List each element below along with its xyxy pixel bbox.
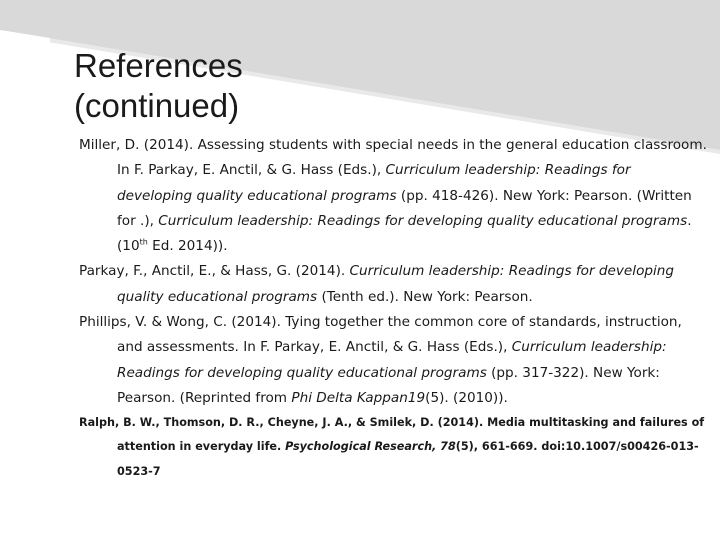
ref-text: Miller, D. (2014). Assessing students with special needs in the general education classroom. In F. Parkay, E. Anctil, & G. Hass (Eds.), xyxy=(79,137,707,179)
ref-text: . (10 xyxy=(117,212,692,255)
reference-parkay xyxy=(79,259,709,310)
ref-text: (5), 661-669. doi:10.1007/s00426-013-0523-7 xyxy=(117,440,699,478)
ref-text: Parkay, F., Anctil, E., & Hass, G. (2014). xyxy=(79,263,350,280)
page-title xyxy=(74,46,474,126)
ref-book-title: Curriculum leadership: Readings for developing quality educational programs xyxy=(117,162,631,204)
ref-book-title: Curriculum leadership: Readings for developing quality educational programs xyxy=(158,212,688,229)
ref-text: Ed. 2014)). xyxy=(147,238,228,255)
title-line-1: References xyxy=(74,47,243,84)
reference-ralph xyxy=(79,411,709,484)
ref-text: Phillips, V. & Wong, C. (2014). Tying together the common core of standards, instruction, and assessments. In F. Parkay, E. Anctil, & G. Hass (Eds.), xyxy=(79,314,682,356)
ref-book-title: Curriculum leadership: Readings for developing quality educational programs xyxy=(117,339,667,381)
reference-phillips xyxy=(79,310,709,411)
reference-miller xyxy=(79,133,709,259)
ref-book-title: Curriculum leadership: Readings for developing quality educational programs xyxy=(117,263,675,305)
ref-text: (pp. 317-322). New York: Pearson. (Reprinted from xyxy=(117,364,660,406)
ref-text: (pp. 418-426). New York: Pearson. (Written for .), xyxy=(117,187,692,229)
ref-text: Ralph, B. W., Thomson, D. R., Cheyne, J. A., & Smilek, D. (2014). Media multitasking and failures of attention in everyday life. xyxy=(79,416,705,454)
ref-text: (Tenth ed.). New York: Pearson. xyxy=(317,288,533,305)
reference-list xyxy=(79,133,709,484)
ref-journal-title: Phi Delta Kappan19 xyxy=(291,389,426,406)
ref-superscript: th xyxy=(139,237,148,247)
ref-journal-title: Psychological Research, 78 xyxy=(285,440,456,454)
title-line-2: (continued) xyxy=(74,87,240,124)
ref-text: (5). (2010)). xyxy=(425,389,508,406)
